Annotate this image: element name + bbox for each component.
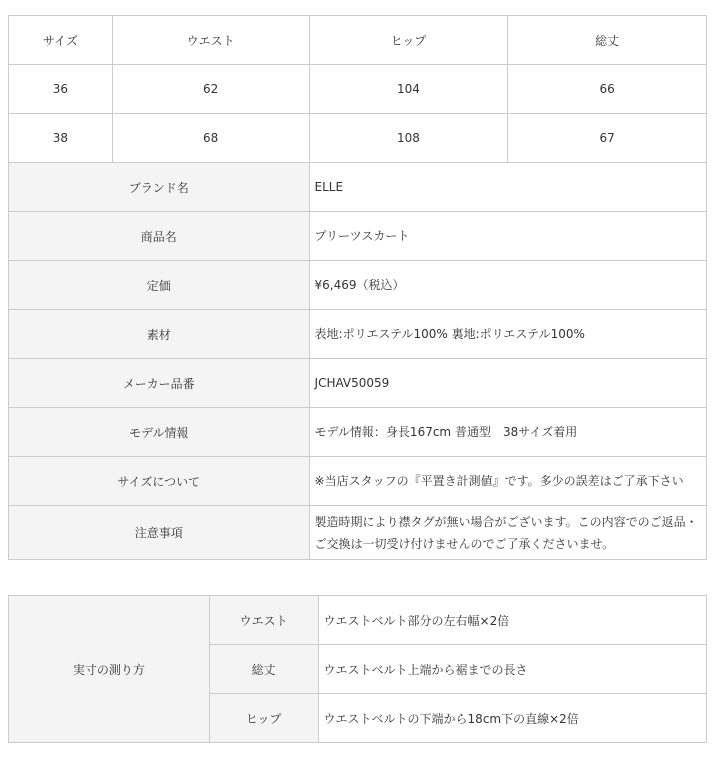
size-row	[9, 65, 707, 114]
info-value: モデル情報：身長167cm 普通型 38サイズ着用	[309, 408, 706, 457]
info-value: プリーツスカート	[309, 212, 706, 261]
measure-label: ヒップ	[209, 694, 318, 743]
measurement-method-table	[8, 595, 707, 743]
header-length: 総丈	[508, 16, 707, 65]
info-label: 注意事項	[9, 506, 310, 560]
length-cell: 66	[508, 65, 707, 114]
info-label: 素材	[9, 310, 310, 359]
size-row	[9, 114, 707, 163]
info-value: ※当店スタッフの『平置き計測値』です。多少の誤差はご了承下さい	[309, 457, 706, 506]
measure-value: ウエストベルト部分の左右幅×2倍	[318, 596, 706, 645]
info-row-size-note	[9, 457, 707, 506]
measure-label: ウエスト	[209, 596, 318, 645]
measure-row	[9, 596, 707, 645]
info-label: メーカー品番	[9, 359, 310, 408]
info-row-product-name	[9, 212, 707, 261]
info-value: 表地:ポリエステル100% 裏地:ポリエステル100%	[309, 310, 706, 359]
length-cell: 67	[508, 114, 707, 163]
info-label: サイズについて	[9, 457, 310, 506]
info-row-brand	[9, 163, 707, 212]
info-label: 商品名	[9, 212, 310, 261]
measure-label: 総丈	[209, 645, 318, 694]
hip-cell: 104	[309, 65, 508, 114]
header-size: サイズ	[9, 16, 113, 65]
waist-cell: 68	[112, 114, 309, 163]
info-value: 製造時期により襟タグが無い場合がございます。この内容でのご返品・ご交換は一切受け付けませんのでご了承くださいませ。	[309, 506, 706, 560]
hip-cell: 108	[309, 114, 508, 163]
waist-cell: 62	[112, 65, 309, 114]
info-value: ELLE	[309, 163, 706, 212]
size-header-row	[9, 16, 707, 65]
info-value: JCHAV50059	[309, 359, 706, 408]
size-cell: 38	[9, 114, 113, 163]
measure-value: ウエストベルト上端から裾までの長さ	[318, 645, 706, 694]
info-value: ¥6,469（税込）	[309, 261, 706, 310]
info-row-price	[9, 261, 707, 310]
measure-title: 実寸の測り方	[9, 596, 210, 743]
measure-value: ウエストベルトの下端から18cm下の直線×2倍	[318, 694, 706, 743]
info-label: 定価	[9, 261, 310, 310]
info-row-model-number	[9, 359, 707, 408]
size-cell: 36	[9, 65, 113, 114]
header-hip: ヒップ	[309, 16, 508, 65]
info-row-model-info	[9, 408, 707, 457]
info-row-caution	[9, 506, 707, 560]
header-waist: ウエスト	[112, 16, 309, 65]
size-spec-table	[8, 15, 707, 560]
info-row-material	[9, 310, 707, 359]
info-label: モデル情報	[9, 408, 310, 457]
info-label: ブランド名	[9, 163, 310, 212]
